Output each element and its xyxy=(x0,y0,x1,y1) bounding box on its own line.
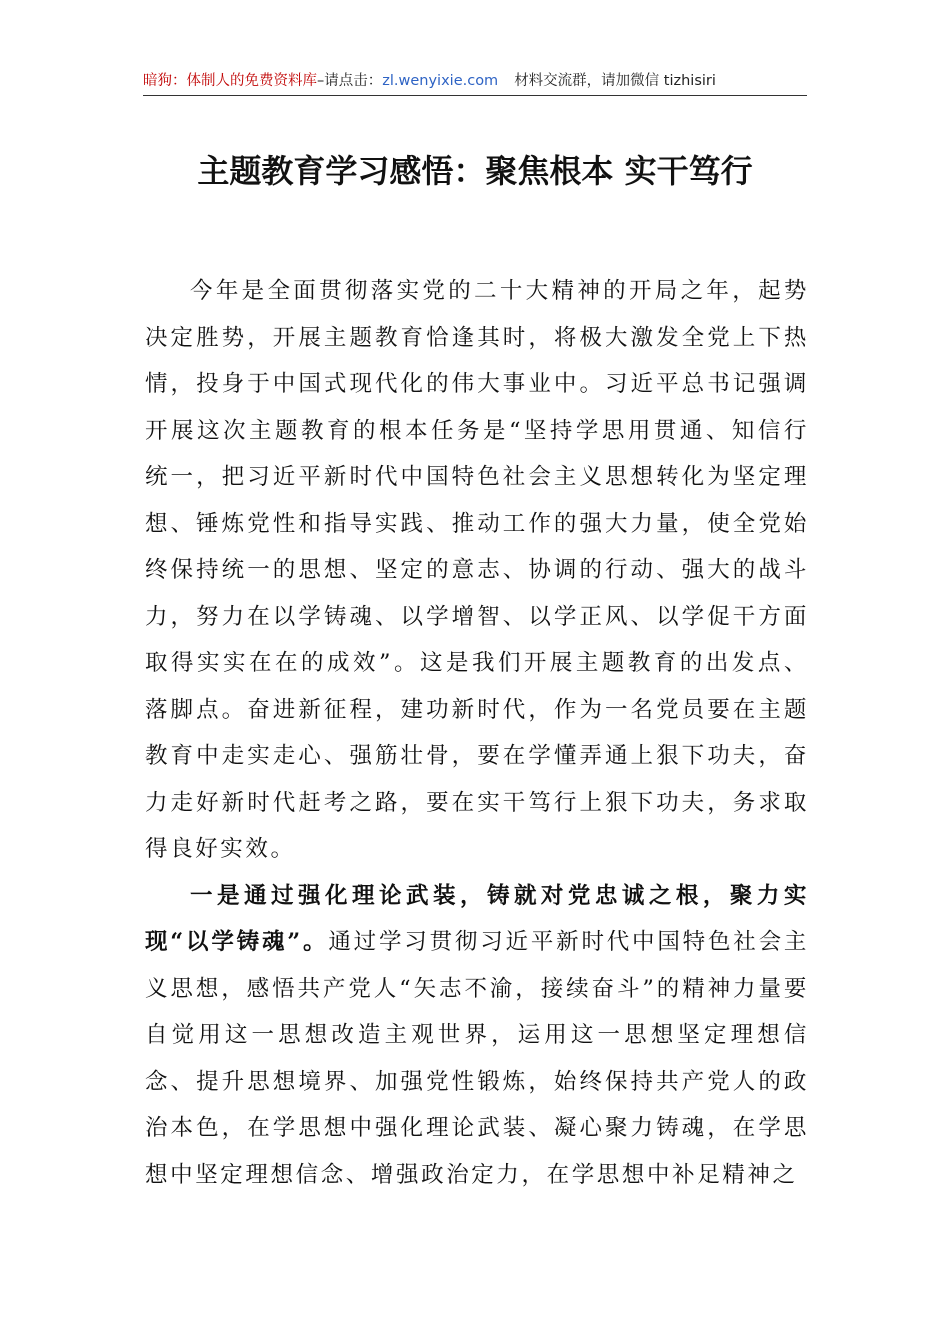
header-separator: –请点击： xyxy=(317,73,383,89)
paragraph-intro: 今年是全面贯彻落实党的二十大精神的开局之年，起势决定胜势，开展主题教育恰逢其时，将极大激发全党上下热情，投身于中国式现代化的伟大事业中。习近平总书记强调开展这次主题教育的根本任务是“坚持学思用贯通、知信行统一，把习近平新时代中国特色社会主义思想转化为坚定理想、锤炼党性和指导实践、推动工作的强大力量，使全党始终保持统一的思想、坚定的意志、协调的行动、强大的战斗力，努力在以学铸魂、以学增智、以学正风、以学促干方面取得实实在在的成效”。这是我们开展主题教育的出发点、落脚点。奋进新征程，建功新时代，作为一名党员要在主题教育中走实走心、强筋壮骨，要在学懂弄通上狠下功夫，奋力走好新时代赶考之路，要在实干笃行上狠下功夫，务求取得良好实效。 xyxy=(145,278,809,862)
page-header xyxy=(143,68,807,94)
paragraph-point-one-body: 通过学习贯彻习近平新时代中国特色社会主义思想，感悟共产党人“矢志不渝，接续奋斗”的精神力量要自觉用这一思想改造主观世界，运用这一思想坚定理想信念、提升思想境界、加强党性锻炼，始终保持共产党人的政治本色，在学思想中强化理论武装、凝心聚力铸魂，在学思想中坚定理想信念、增强政治定力，在学思想中补足精神之 xyxy=(145,929,810,1188)
document-title: 主题教育学习感悟：聚焦根本 实干笃行 xyxy=(197,152,753,190)
paragraph-point-one xyxy=(145,873,809,1199)
header-contact: 材料交流群，请加微信 tizhisiri xyxy=(514,73,716,89)
header-url-link[interactable]: zl.wenyixie.com xyxy=(382,73,499,89)
document-body xyxy=(145,268,809,1198)
paragraph-point-one-heading: 一是通过强化理论武装，铸就对党忠诚之根，聚力实现“以学铸魂”。 xyxy=(145,882,809,955)
header-divider xyxy=(143,95,807,96)
header-brand: 暗狗：体制人的免费资料库 xyxy=(143,73,317,89)
